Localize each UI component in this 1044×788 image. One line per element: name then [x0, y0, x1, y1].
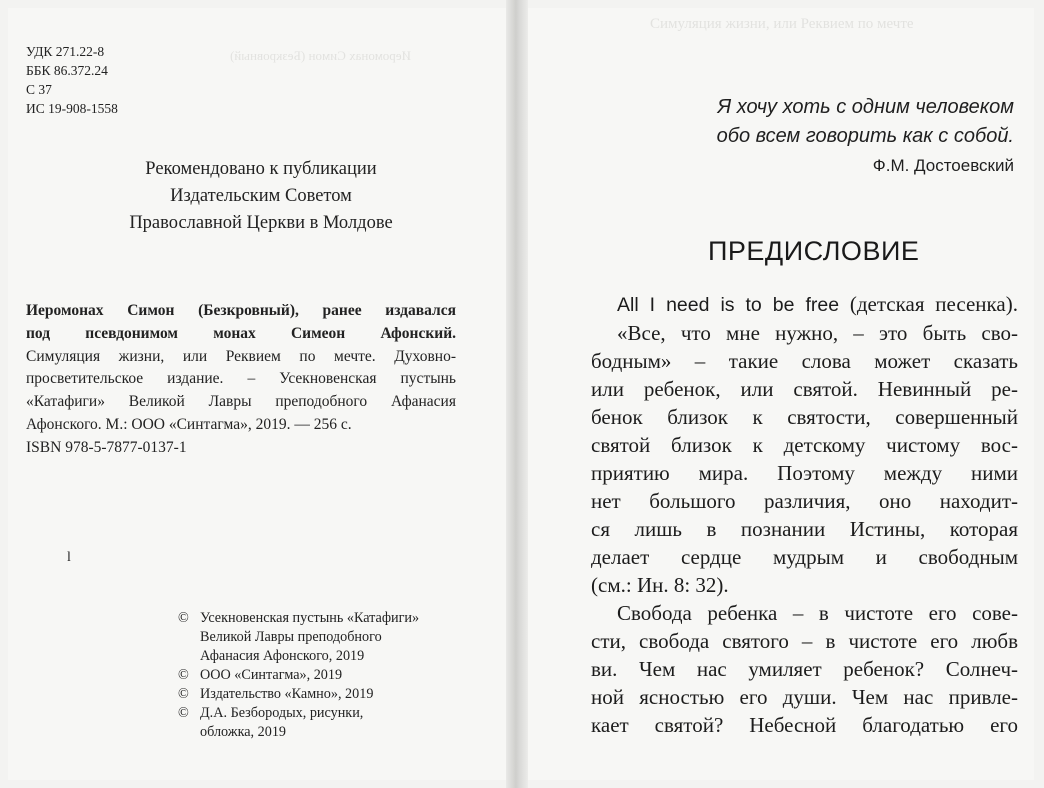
udk-code: УДК 271.22-8: [26, 44, 105, 59]
body-line: ся лишь в познании Истины, которая: [591, 517, 1018, 541]
body-line: ной ясностью его души. Чем нас привле-: [591, 685, 1018, 709]
biblio-line: Симуляция жизни, или Реквием по мечте. Духовно-: [26, 347, 456, 365]
copyright-entry: [178, 685, 478, 704]
body-line: Свобода ребенка – в чистоте его сове-: [617, 601, 1018, 625]
copyright-symbol: ©: [178, 667, 189, 683]
body-line: нет большого различия, оно находит-: [591, 489, 1018, 513]
copyright-entry: [178, 666, 478, 685]
body-line-text: (детская песенка).: [839, 292, 1018, 316]
bibliographic-record: [26, 300, 456, 460]
copyright-line: Издательство «Камно», 2019: [200, 686, 374, 702]
copyright-line: обложка, 2019: [200, 724, 287, 740]
copyright-entry: [178, 704, 478, 742]
body-line: ви. Чем нас умиляет ребенок? Солнеч-: [591, 657, 1018, 681]
biblio-pseudonym-line: под псевдонимом монах Симеон Афонский.: [26, 324, 456, 342]
copyright-symbol: ©: [178, 705, 189, 721]
body-line: «Все, что мне нужно, – это быть сво-: [617, 321, 1018, 345]
preface-body: [591, 290, 1018, 739]
copyright-block: [178, 609, 478, 742]
body-line: [591, 290, 1018, 319]
epigraph: [600, 93, 1014, 180]
copyright-line: Усекновенская пустынь «Катафиги»: [200, 610, 420, 626]
body-line: сти, свобода святого – в чистоте его любв: [591, 629, 1018, 653]
body-line: кает святой? Небесной благодатью его: [591, 713, 1018, 737]
isbn: ISBN 978-5-7877-0137-1: [26, 438, 187, 456]
body-line: святой близок к детскому чистому вос-: [591, 433, 1018, 457]
copyright-line: Афанасия Афонского, 2019: [200, 648, 365, 664]
recommendation-line: Рекомендовано к публикации: [145, 159, 377, 179]
epigraph-author: Ф.М. Достоевский: [872, 156, 1014, 175]
copyright-entry: [178, 609, 478, 666]
chapter-title: ПРЕДИСЛОВИЕ: [708, 236, 920, 266]
is-code: ИС 19-908-1558: [26, 101, 118, 116]
body-line: (см.: Ин. 8: 32).: [591, 573, 729, 597]
body-line: или ребенок, или святой. Невинный ре-: [591, 377, 1018, 401]
biblio-line: просветительское издание. – Усекновенская пустынь: [26, 370, 456, 388]
book-gutter: [506, 0, 528, 788]
body-line: делает сердце мудрым и свободным: [591, 545, 1018, 569]
bbk-code: ББК 86.372.24: [26, 63, 108, 78]
body-line: бенок близок к святости, совершенный: [591, 405, 1018, 429]
copyright-symbol: ©: [178, 610, 189, 626]
copyright-symbol: ©: [178, 686, 189, 702]
recommendation-line: Православной Церкви в Молдове: [129, 213, 393, 233]
tick-mark: l: [67, 550, 71, 565]
bleed-through-header-left: Иеромонах Симон (Безкровный): [230, 48, 411, 63]
epigraph-line: обо всем говорить как с собой.: [716, 125, 1014, 147]
recommendation-block: [26, 156, 496, 237]
biblio-line: Афонского. М.: ООО «Синтагма», 2019. — 256 с.: [26, 415, 352, 433]
biblio-author-line: Иеромонах Симон (Безкровный), ранее издавался: [26, 302, 456, 319]
author-mark: С 37: [26, 82, 52, 97]
copyright-line: Д.А. Безбородых, рисунки,: [200, 705, 364, 721]
body-line: бодным» – такие слова может сказать: [591, 349, 1018, 373]
copyright-line: ООО «Синтагма», 2019: [200, 667, 343, 683]
recommendation-line: Издательским Советом: [170, 186, 352, 206]
epigraph-song-quote: All I need is to be free: [617, 294, 840, 316]
classification-codes: [26, 42, 118, 118]
copyright-line: Великой Лавры преподобного: [200, 629, 382, 645]
bleed-through-header-right: Симуляция жизни, или Реквием по мечте: [650, 16, 914, 32]
body-line: приятию мира. Поэтому между ними: [591, 461, 1018, 485]
biblio-line: «Катафиги» Великой Лавры преподобного Афанасия: [26, 393, 456, 411]
epigraph-line: Я хочу хоть с одним человеком: [717, 96, 1014, 118]
